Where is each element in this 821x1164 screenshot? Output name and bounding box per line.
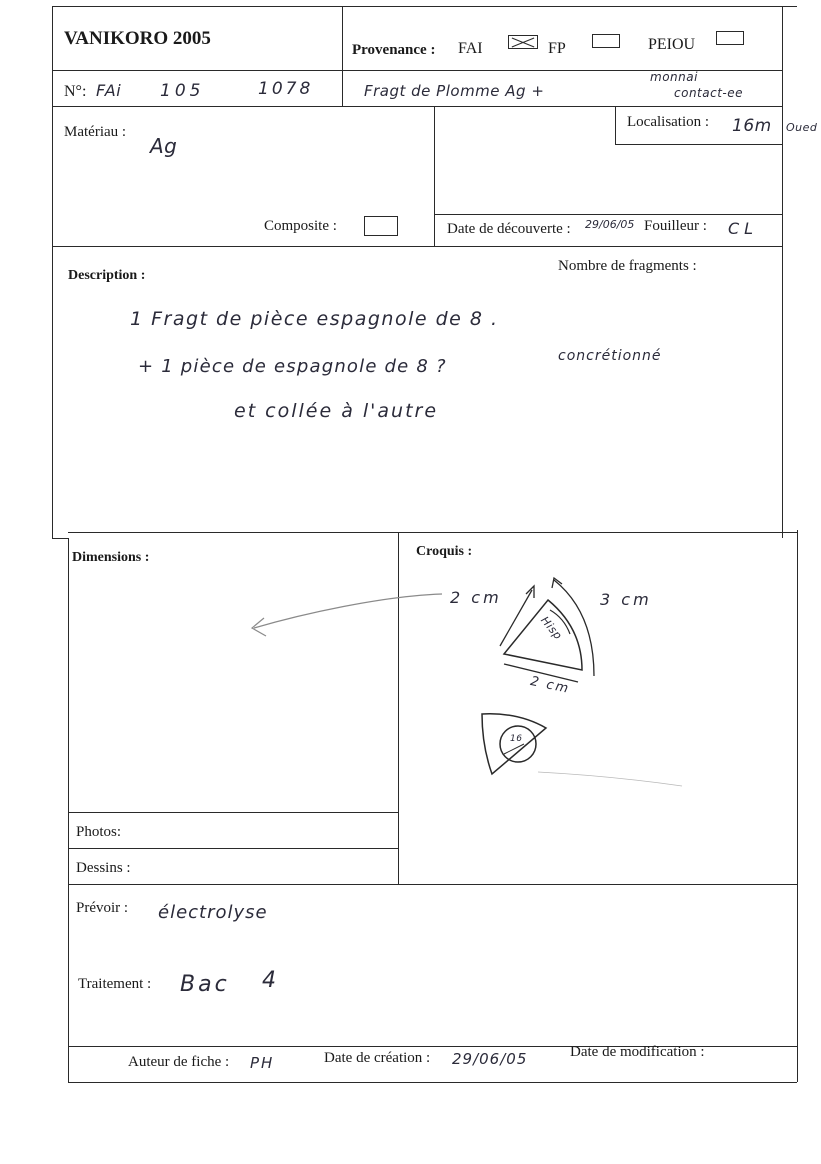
form-border-left-lower: [68, 538, 69, 1082]
option-fai-checkbox[interactable]: [508, 35, 538, 49]
divider-decouverte: [434, 214, 782, 215]
divider-localisation-left: [615, 106, 616, 144]
description-line1: 1 Fragt de pièce espagnole de 8 .: [130, 308, 499, 330]
sketch-dimension-left: [500, 590, 532, 646]
croquis-label: Croquis :: [416, 544, 473, 559]
traitement-value-number: 4: [262, 968, 277, 993]
sketch-fragment-wedge: [504, 600, 582, 670]
form-border-top: [52, 6, 797, 7]
form-title: VANIKORO 2005: [64, 28, 211, 49]
creation-label: Date de création :: [324, 1050, 431, 1066]
dessins-label: Dessins :: [76, 860, 131, 876]
composite-label: Composite :: [264, 218, 337, 234]
croquis-left-dimension: 2 cm: [450, 588, 502, 607]
dimensions-label: Dimensions :: [72, 550, 150, 565]
numero-part1: 105: [160, 81, 205, 101]
materiau-value: Ag: [150, 134, 178, 158]
numero-part2: 1078: [258, 79, 314, 99]
croquis-inscription: Hisp: [538, 614, 565, 643]
description-label: Description :: [68, 268, 146, 283]
designation-line2: monnai: [650, 70, 698, 84]
divider-materiau: [52, 246, 782, 247]
fragments-label: Nombre de fragments :: [558, 258, 697, 274]
divider-materiau-column: [434, 106, 435, 246]
description-side-note: concrétionné: [558, 348, 662, 364]
divider-header-column: [342, 6, 343, 106]
sketch-coin-circle: [500, 726, 536, 762]
divider-photos: [68, 812, 398, 813]
auteur-value: PH: [250, 1054, 275, 1072]
localisation-suffix: Oued: [786, 121, 818, 134]
decouverte-date-value: 29/06/05: [585, 218, 635, 231]
prevoir-value: électrolyse: [158, 902, 268, 923]
divider-croquis: [68, 884, 797, 885]
traitement-value-text: Bac: [180, 972, 230, 997]
creation-value: 29/06/05: [452, 1050, 528, 1068]
option-fp-label: FP: [548, 40, 566, 57]
option-peiou-checkbox[interactable]: [716, 31, 744, 45]
sketch-arrow-line: [254, 594, 442, 628]
designation-line3: contact-ee: [674, 86, 744, 100]
divider-identification: [52, 106, 782, 107]
fouilleur-value: CL: [728, 219, 759, 238]
materiau-label: Matériau :: [64, 124, 127, 140]
sketch-faint-line: [538, 772, 682, 786]
provenance-label: Provenance :: [352, 42, 436, 58]
composite-checkbox[interactable]: [364, 216, 398, 236]
artifact-record-form: [52, 6, 818, 1082]
numero-label: N°:: [64, 83, 87, 100]
divider-localisation-bottom: [615, 144, 782, 145]
designation-line1: Fragt de Plomme Ag +: [364, 82, 545, 100]
divider-description: [68, 532, 797, 533]
fouilleur-label: Fouilleur :: [644, 218, 707, 234]
croquis-right-dimension: 3 cm: [600, 590, 652, 609]
photos-label: Photos:: [76, 824, 122, 840]
option-fai-label: FAI: [458, 40, 483, 57]
traitement-label: Traitement :: [78, 976, 152, 992]
croquis-circle-mark: 16: [510, 734, 523, 744]
description-line2: + 1 pièce de espagnole de 8 ?: [138, 356, 447, 377]
form-border-right-upper: [782, 6, 783, 538]
sketch-dimension-left-head: [526, 586, 534, 598]
decouverte-date-label: Date de découverte :: [447, 221, 571, 237]
form-border-bottom: [68, 1082, 797, 1083]
form-border-left-upper: [52, 6, 53, 538]
modification-label: Date de modification :: [570, 1044, 705, 1060]
croquis-bottom-dimension: 2 cm: [528, 673, 572, 698]
form-border-right-lower: [797, 530, 798, 1082]
option-fp-checkbox[interactable]: [592, 34, 620, 48]
divider-description-left: [52, 538, 68, 539]
numero-prefix: FAi: [96, 81, 122, 100]
description-line3: et collée à l'autre: [234, 400, 439, 422]
localisation-value: 16m: [732, 116, 772, 136]
divider-dessins: [68, 848, 398, 849]
prevoir-label: Prévoir :: [76, 900, 129, 916]
auteur-label: Auteur de fiche :: [128, 1054, 230, 1070]
localisation-label: Localisation :: [627, 114, 710, 130]
option-peiou-label: PEIOU: [648, 36, 696, 53]
